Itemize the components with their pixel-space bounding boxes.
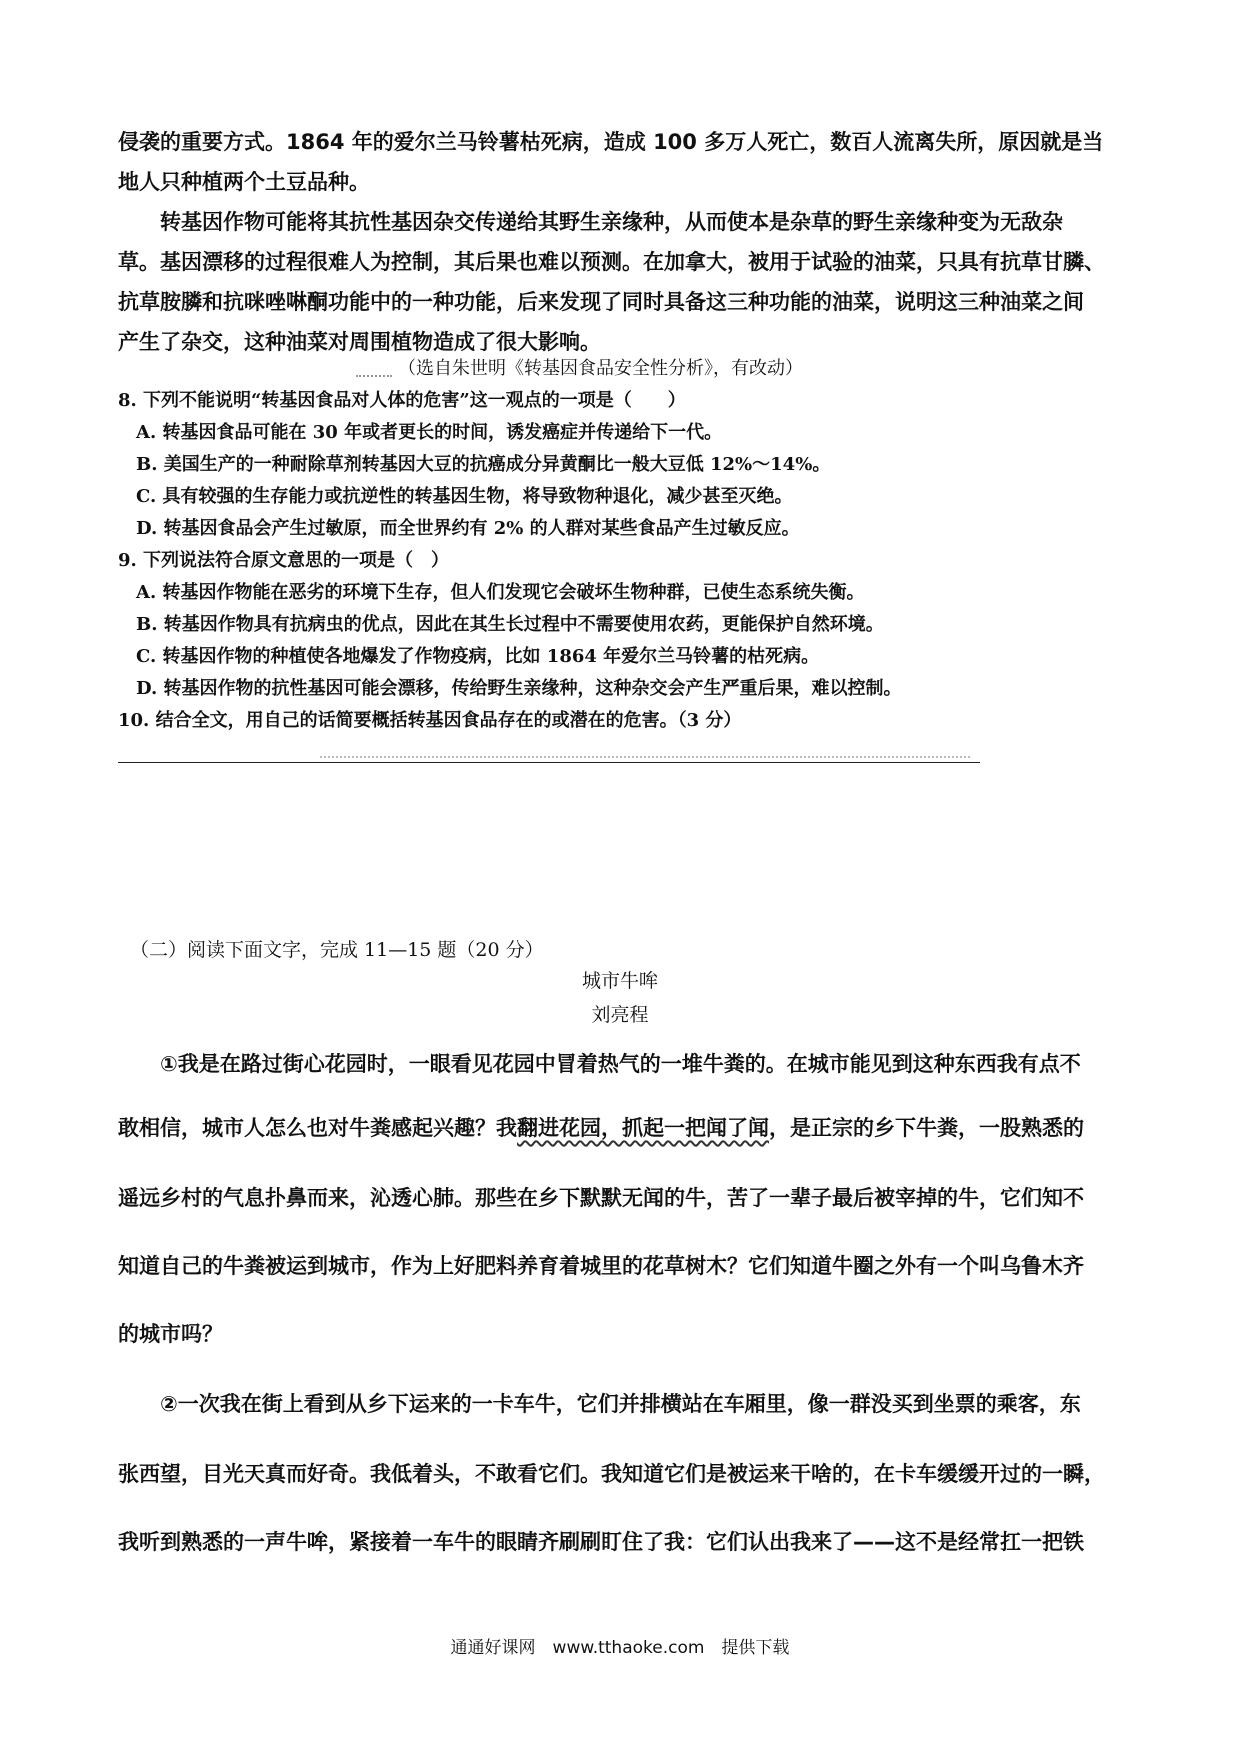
question-8-option-c: C. 具有较强的生存能力或抗逆性的转基因生物，将导致物种退化，减少甚至灭绝。: [136, 486, 793, 507]
answer-line[interactable]: [118, 762, 980, 763]
question-10-stem: 10. 结合全文，用自己的话简要概括转基因食品存在的或潜在的危害。（3 分）: [118, 710, 742, 731]
passage1-line-5: 抗草胺膦和抗咪唑啉酮功能中的一种功能，后来发现了同时具备这三种功能的油菜，说明这三种油菜之间: [118, 290, 1084, 314]
page-footer: 通通好课网 www.tthaoke.com 提供下载: [450, 1638, 790, 1658]
question-9-option-c: C. 转基因作物的种植使各地爆发了作物疫病，比如 1864 年爱尔兰马铃薯的枯死病。: [136, 646, 820, 667]
passage1-line-4: 草。基因漂移的过程很难人为控制，其后果也难以预测。在加拿大，被用于试验的油菜，只具有抗草甘膦、: [118, 250, 1105, 274]
passage2-p2-line-3: 我听到熟悉的一声牛哞，紧接着一车牛的眼睛齐刷刷盯住了我：它们认出我来了——这不是经常扛一把铁: [118, 1530, 1084, 1554]
passage2-p1-line-2: [118, 1112, 1084, 1142]
passage2-p2-line-2: 张西望，目光天真而好奇。我低着头，不敢看它们。我知道它们是被运来干啥的，在卡车缓缓开过的一瞬，: [118, 1462, 1105, 1486]
source-leader-dots: [356, 375, 392, 377]
question-9-stem: 9. 下列说法符合原文意思的一项是（ ）: [118, 550, 450, 571]
passage1-line-6: 产生了杂交，这种油菜对周围植物造成了很大影响。: [118, 330, 601, 354]
question-9-option-b: B. 转基因作物具有抗病虫的优点，因此在其生长过程中不需要使用农药，更能保护自然环境。: [136, 614, 884, 635]
question-8-option-d: D. 转基因食品会产生过敏原，而全世界约有 2% 的人群对某些食品产生过敏反应。: [136, 518, 800, 539]
passage2-p1-line-4: 知道自己的牛粪被运到城市，作为上好肥料养育着城里的花草树木？它们知道牛圈之外有一个叫乌鲁木齐: [118, 1254, 1084, 1278]
question-8-stem: 8. 下列不能说明“转基因食品对人体的危害”这一观点的一项是（ ）: [118, 390, 686, 411]
question-8-option-b: B. 美国生产的一种耐除草剂转基因大豆的抗癌成分异黄酮比一般大豆低 12%～14%。: [136, 454, 831, 475]
question-9-option-d: D. 转基因作物的抗性基因可能会漂移，传给野生亲缘种，这种杂交会产生严重后果，难以控制。: [136, 678, 902, 699]
passage2-p1-line-3: 遥远乡村的气息扑鼻而来，沁透心肺。那些在乡下默默无闻的牛，苦了一辈子最后被宰掉的牛，它们知不: [118, 1186, 1084, 1210]
question-8-option-a: A. 转基因食品可能在 30 年或者更长的时间，诱发癌症并传递给下一代。: [136, 422, 723, 443]
passage1-line-3: 转基因作物可能将其抗性基因杂交传递给其野生亲缘种，从而使本是杂草的野生亲缘种变为无敌杂: [118, 210, 1063, 234]
passage1-source: （选自朱世明《转基因食品安全性分析》，有改动）: [398, 358, 803, 379]
passage1-line-2: 地人只种植两个土豆品种。: [118, 170, 370, 194]
passage2-p1-line-5: 的城市吗？: [118, 1322, 223, 1346]
passage2-p1-line-2-end: ，是正宗的乡下牛粪，一股熟悉的: [769, 1116, 1084, 1140]
article-title: 城市牛哞: [581, 970, 658, 992]
answer-line-dots: [320, 756, 970, 758]
section-2-heading: （二）阅读下面文字，完成 11—15 题（20 分）: [130, 939, 544, 961]
passage1-line-1: 侵袭的重要方式。1864 年的爱尔兰马铃薯枯死病，造成 100 多万人死亡，数百人流离失所，原因就是当: [118, 130, 1104, 154]
passage2-p1-line-2-start: 敢相信，城市人怎么也对牛粪感起兴趣？我: [118, 1116, 517, 1140]
article-author: 刘亮程: [591, 1004, 649, 1026]
passage2-p2-line-1: ②一次我在街上看到从乡下运来的一卡车牛，它们并排横站在车厢里，像一群没买到坐票的乘客，东: [118, 1392, 1081, 1416]
passage2-p1-line-1: ①我是在路过街心花园时，一眼看见花园中冒着热气的一堆牛粪的。在城市能见到这种东西我有点不: [118, 1052, 1081, 1076]
wavy-underlined-phrase: 翻进花园，抓起一把闻了闻: [517, 1116, 769, 1140]
question-9-option-a: A. 转基因作物能在恶劣的环境下生存，但人们发现它会破坏生物种群，已使生态系统失衡。: [136, 582, 865, 603]
